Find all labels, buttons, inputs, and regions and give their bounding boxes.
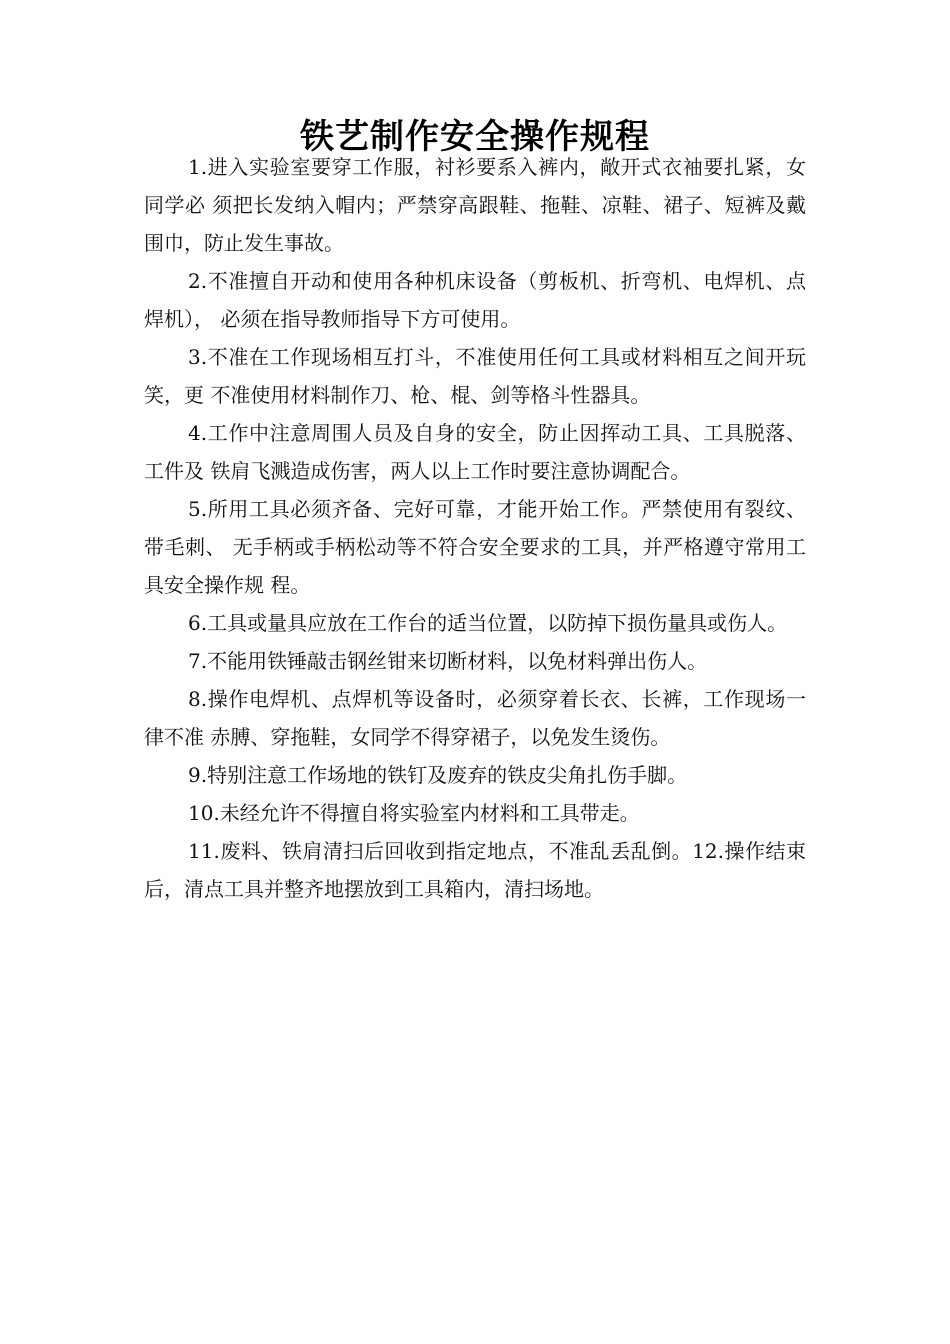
- rule-paragraph-11: 11.废料、铁肩清扫后回收到指定地点，不准乱丢乱倒。12.操作结束后，清点工具并整齐地摆放到工具箱内，清扫场地。: [144, 839, 806, 901]
- rule-paragraph-9: 9.特别注意工作场地的铁钉及废弃的铁皮尖角扎伤手脚。: [188, 763, 688, 787]
- document-body: [144, 148, 806, 908]
- rule-paragraph-7: 7.不能用铁锤敲击钢丝钳来切断材料，以免材料弹出伤人。: [188, 649, 708, 673]
- rule-paragraph-2: 2.不准擅自开动和使用各种机床设备（剪板机、折弯机、电焊机、点焊机）， 必须在指导教师指导下方可使用。: [144, 269, 806, 331]
- rule-paragraph-10: 10.未经允许不得擅自将实验室内材料和工具带走。: [188, 801, 640, 825]
- rule-paragraph-3: 3.不准在工作现场相互打斗，不准使用任何工具或材料相互之间开玩笑，更 不准使用材料制作刀、枪、棍、剑等格斗性器具。: [144, 345, 806, 407]
- rule-paragraph-4: 4.工作中注意周围人员及自身的安全，防止因挥动工具、工具脱落、工件及 铁肩飞溅造成伤害，两人以上工作时要注意协调配合。: [144, 421, 806, 483]
- rule-paragraph-5: 5.所用工具必须齐备、完好可靠，才能开始工作。严禁使用有裂纹、带毛刺、 无手柄或手柄松动等不符合安全要求的工具，并严格遵守常用工具安全操作规 程。: [144, 497, 806, 597]
- rule-paragraph-6: 6.工具或量具应放在工作台的适当位置，以防掉下损伤量具或伤人。: [188, 611, 788, 635]
- rule-paragraph-8: 8.操作电焊机、点焊机等设备时，必须穿着长衣、长裤，工作现场一律不准 赤膊、穿拖鞋，女同学不得穿裙子，以免发生烫伤。: [144, 687, 806, 749]
- rule-paragraph-1: 1.进入实验室要穿工作服，衬衫要系入裤内，敞开式衣袖要扎紧，女同学必 须把长发纳入帽内；严禁穿高跟鞋、拖鞋、凉鞋、裙子、短裤及戴围巾，防止发生事故。: [144, 155, 806, 255]
- document-title: 铁艺制作安全操作规程: [300, 116, 650, 157]
